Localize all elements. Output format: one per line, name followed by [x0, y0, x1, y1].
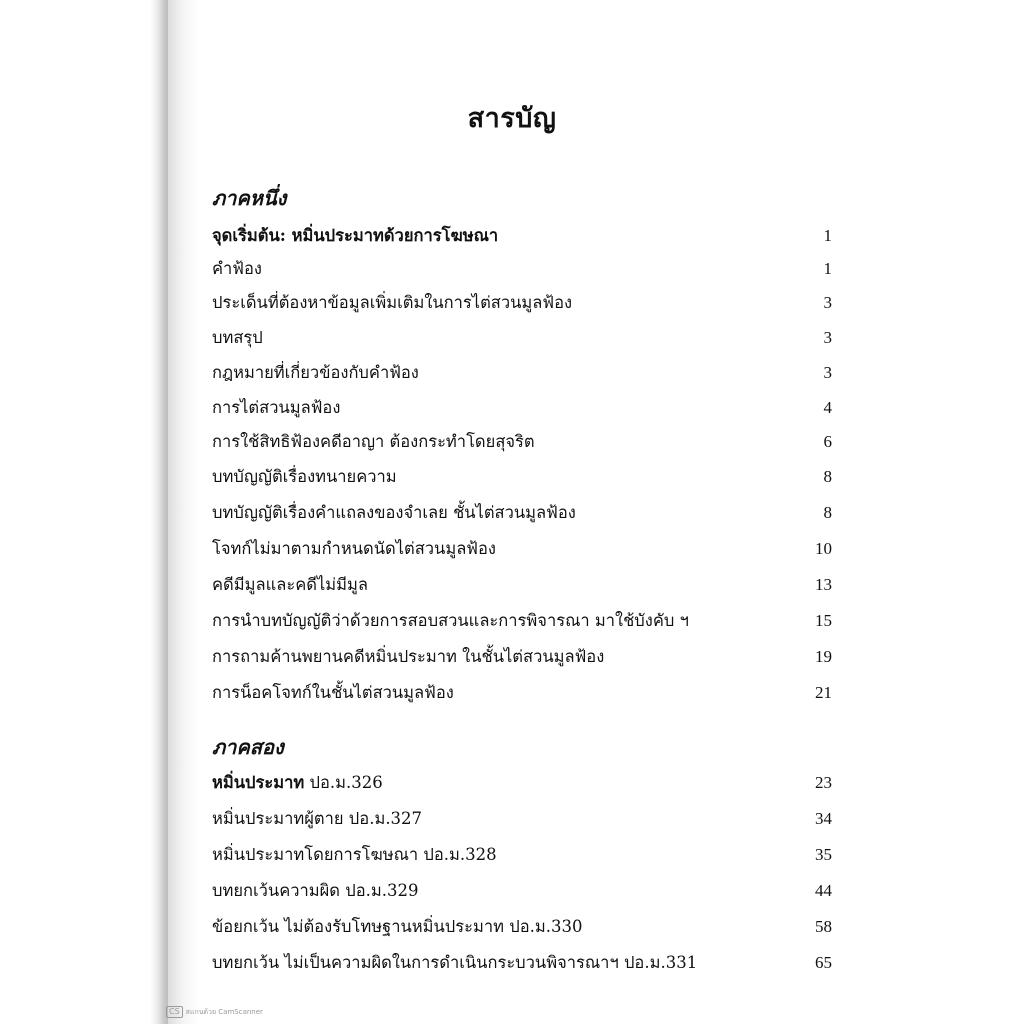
toc-entry-label: กฎหมายที่เกี่ยวข้องกับคำฟ้อง [212, 363, 419, 382]
camscanner-text: สแกนด้วย CamScanner [185, 1007, 263, 1016]
toc-row [212, 840, 832, 870]
toc-entry-label: จุดเริ่มต้น: หมิ่นประมาทด้วยการโฆษณา [212, 226, 499, 245]
page-title: สารบัญ [467, 103, 557, 134]
toc-entry-page: 35 [815, 845, 832, 864]
toc-entry-page: 3 [823, 363, 832, 382]
scanner-watermark [166, 1006, 263, 1018]
toc-row [212, 323, 832, 353]
toc-entry-label: หมิ่นประมาทโดยการโฆษณา ปอ.ม.328 [212, 845, 497, 864]
toc-entry-page: 21 [815, 683, 832, 702]
part-one-heading: ภาคหนึ่ง [212, 186, 287, 210]
toc-row [212, 570, 832, 600]
toc-row [212, 678, 832, 708]
toc-entry-label: บทยกเว้น ไม่เป็นความผิดในการดำเนินกระบวนพิจารณาฯ ปอ.ม.331 [212, 953, 698, 972]
toc-entry-page: 13 [815, 575, 832, 594]
toc-entry-label: การไต่สวนมูลฟ้อง [212, 398, 341, 417]
toc-entry-page: 34 [815, 809, 832, 828]
toc-row [212, 393, 832, 423]
toc-row [212, 876, 832, 906]
toc-row [212, 768, 832, 798]
toc-entry-label [212, 770, 792, 796]
toc-entry-label: คดีมีมูลและคดีไม่มีมูล [212, 575, 369, 594]
toc-entry-label: ข้อยกเว้น ไม่ต้องรับโทษฐานหมิ่นประมาท ปอ.ม.330 [212, 917, 583, 936]
toc-entry-page: 3 [823, 293, 832, 312]
toc-entry-page: 8 [823, 503, 832, 522]
toc-entry-label: การน็อคโจทก์ในชั้นไต่สวนมูลฟ้อง [212, 683, 454, 702]
toc-entry-page: 10 [815, 539, 832, 558]
toc-row [212, 427, 832, 457]
toc-entry-label: การใช้สิทธิฟ้องคดีอาญา ต้องกระทำโดยสุจริต [212, 432, 535, 451]
toc-entry-label: หมิ่นประมาทผู้ตาย ปอ.ม.327 [212, 809, 423, 828]
toc-entry-label: คำฟ้อง [212, 259, 262, 278]
toc-entry-page: 3 [823, 328, 832, 347]
toc-entry-label: บทบัญญัติเรื่องทนายความ [212, 467, 397, 486]
toc-entry-label: บทสรุป [212, 328, 263, 347]
toc-row [212, 642, 832, 672]
toc-entry-label: การนำบทบัญญัติว่าด้วยการสอบสวนและการพิจารณา มาใช้บังคับ ฯ [212, 611, 689, 630]
toc-entry-page: 8 [823, 467, 832, 486]
toc-row [212, 498, 832, 528]
toc-entry-label: โจทก์ไม่มาตามกำหนดนัดไต่สวนมูลฟ้อง [212, 539, 496, 558]
toc-entry-label: บทบัญญัติเรื่องคำแถลงของจำเลย ชั้นไต่สวนมูลฟ้อง [212, 503, 576, 522]
toc-entry-page: 19 [815, 647, 832, 666]
toc-entry-page: 58 [815, 917, 832, 936]
toc-entry-page: 6 [823, 432, 832, 451]
toc-entry-page: 4 [823, 398, 832, 417]
toc-row [212, 948, 832, 978]
toc-row [212, 804, 832, 834]
toc-row [212, 462, 832, 492]
toc-row [212, 221, 832, 251]
toc-entry-page: 1 [823, 259, 832, 278]
toc-entry-label-rest: ปอ.ม.326 [304, 773, 383, 792]
toc-row [212, 534, 832, 564]
toc-row [212, 912, 832, 942]
toc-row [212, 358, 832, 388]
toc-entry-page: 44 [815, 881, 832, 900]
camscanner-badge: CS [166, 1006, 183, 1018]
toc-entry-label-bold: หมิ่นประมาท [212, 773, 305, 792]
part-two-heading: ภาคสอง [212, 735, 284, 759]
toc-entry-label: ประเด็นที่ต้องหาข้อมูลเพิ่มเติมในการไต่สวนมูลฟ้อง [212, 293, 573, 312]
toc-entry-page: 1 [823, 226, 832, 245]
toc-entry-page: 15 [815, 611, 832, 630]
toc-entry-page: 65 [815, 953, 832, 972]
toc-row [212, 606, 832, 636]
toc-entry-page: 23 [815, 773, 832, 792]
toc-row [212, 288, 832, 318]
toc-entry-label: บทยกเว้นความผิด ปอ.ม.329 [212, 881, 419, 900]
toc-row [212, 254, 832, 284]
toc-entry-label: การถามค้านพยานคดีหมิ่นประมาท ในชั้นไต่สวนมูลฟ้อง [212, 647, 605, 666]
